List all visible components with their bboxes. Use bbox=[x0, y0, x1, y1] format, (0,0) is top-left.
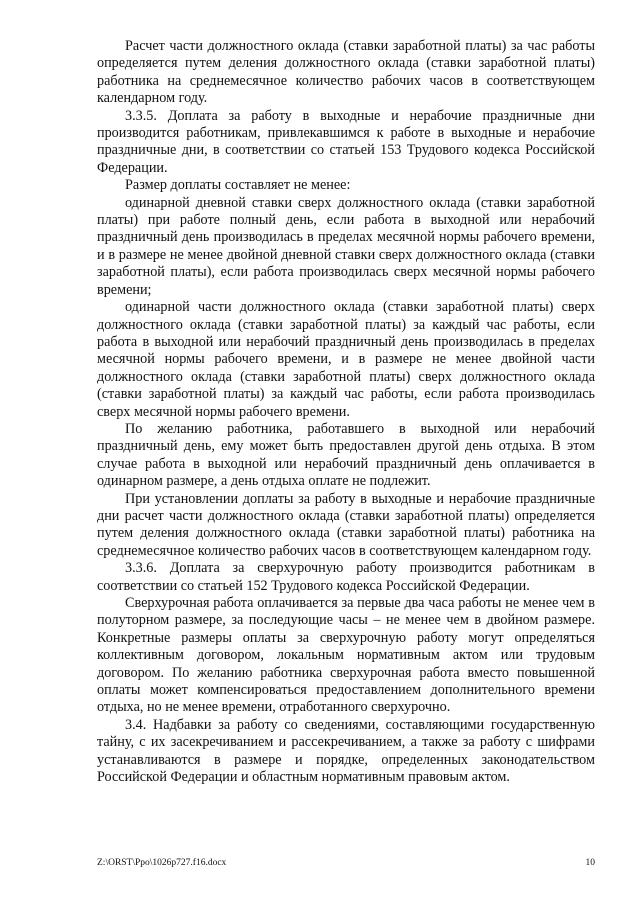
document-body bbox=[97, 38, 595, 786]
paragraph-3-3-5-weekend-pay: 3.3.5. Доплата за работу в выходные и нерабочие праздничные дни производится работникам, привлекавшимся к работе в выходные и нерабочие праздничные дни, в соответствии со статьей 153 Трудового кодекса Российской Федерации. bbox=[97, 107, 595, 176]
paragraph-weekend-hourly-calculation: При установлении доплаты за работу в выходные и нерабочие праздничные дни расчет части должностного оклада (ставки заработной платы) определяется путем деления должностного оклада (ставки заработной платы) работника на среднемесячное количество рабочих часов в соответствующем календарном году. bbox=[97, 490, 595, 559]
paragraph-3-3-6-overtime-pay: 3.3.6. Доплата за сверхурочную работу производится работникам в соответствии со статьей 152 Трудового кодекса Российской Федерации. bbox=[97, 560, 595, 594]
paragraph-hourly-rate-condition: одинарной части должностного оклада (ставки заработной платы) сверх должностного оклада (ставки заработной платы) за каждый час работы, если работа в выходной или нерабочий праздничный день производилась в пределах месячной нормы рабочего времени, и в размере не менее двойной части должностного оклада (ставки заработной платы) сверх должностного оклада (ставки заработной платы) за каждый час работы, если работа производилась сверх месячной нормы рабочего времени. bbox=[97, 299, 595, 420]
paragraph-overtime-rates: Сверхурочная работа оплачивается за первые два часа работы не менее чем в полуторном размере, за последующие часы – не менее чем в двойном размере. Конкретные размеры оплаты за сверхурочную работу могут определяться коллективным договором, локальным нормативным актом или трудовым договором. По желанию работника сверхурочная работа вместо повышенной оплаты может компенсироваться предоставлением дополнительного времени отдыха, но не менее времени, отработанного сверхурочно. bbox=[97, 595, 595, 716]
paragraph-3-4-state-secret-bonus: 3.4. Надбавки за работу со сведениями, составляющими государственную тайну, с их засекречиванием и рассекречиванием, а также за работу с шифрами устанавливаются в размере и порядке, определенных законодательством Российской Федерации и областным нормативным правовым актом. bbox=[97, 716, 595, 786]
page-number: 10 bbox=[585, 858, 595, 868]
paragraph-day-off-option: По желанию работника, работавшего в выходной или нерабочий праздничный день, ему может быть предоставлен другой день отдыха. В этом случае работа в выходной или нерабочий праздничный день оплачивается в одинарном размере, а день отдыха оплате не подлежит. bbox=[97, 420, 595, 490]
paragraph-hourly-rate-calculation: Расчет части должностного оклада (ставки заработной платы) за час работы определяется путем деления должностного оклада (ставки заработной платы) работника на среднемесячное количество рабочих часов в соответствующем календарном году. bbox=[97, 38, 595, 107]
footer-file-path: Z:\ORST\Ppo\1026p727.f16.docx bbox=[97, 858, 227, 868]
paragraph-daily-rate-condition: одинарной дневной ставки сверх должностного оклада (ставки заработной платы) при работе полный день, если работа в выходной или нерабочий праздничный день производилась в пределах месячной нормы рабочего времени, и в размере не менее двойной дневной ставки сверх должностного оклада (ставки заработной платы), если работа производилась сверх месячной нормы рабочего времени; bbox=[97, 194, 595, 298]
paragraph-pay-amount-intro: Размер доплаты составляет не менее: bbox=[125, 177, 351, 194]
